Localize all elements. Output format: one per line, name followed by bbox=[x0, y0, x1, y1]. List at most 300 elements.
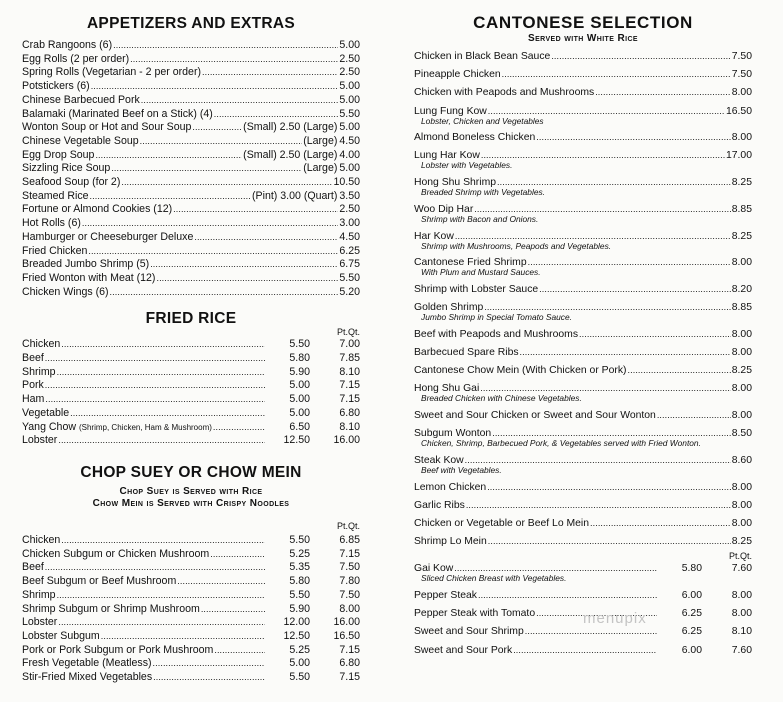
item-price: 5.50 bbox=[339, 107, 360, 120]
item-price: 6.25 bbox=[339, 244, 360, 257]
dot-leader bbox=[156, 272, 338, 286]
dot-leader bbox=[487, 481, 731, 494]
dot-leader bbox=[45, 352, 265, 366]
item-price-quart: 7.50 bbox=[339, 561, 360, 574]
menu-item bbox=[22, 575, 360, 589]
menu-item bbox=[414, 105, 752, 127]
item-price: 8.00 bbox=[731, 132, 752, 144]
item-name: Seafood Soup (for 2) bbox=[22, 176, 121, 189]
item-price: 7.50 bbox=[731, 69, 752, 81]
dot-leader bbox=[58, 616, 265, 630]
fried-rice-list bbox=[22, 338, 360, 448]
chop-suey-subtitle-1: Chop Suey is Served with Rice bbox=[119, 485, 263, 497]
dot-leader bbox=[657, 409, 731, 422]
item-name: Spring Rolls (Vegetarian - 2 per order) bbox=[22, 66, 202, 79]
item-price-quart: 7.60 bbox=[731, 563, 752, 575]
item-name: Egg Drop Soup bbox=[22, 148, 95, 161]
item-name: Chinese Barbecued Pork bbox=[22, 93, 140, 106]
item-price: 5.00 bbox=[339, 121, 360, 134]
item-name: Egg Rolls (2 per order) bbox=[22, 52, 130, 65]
item-description: Breaded Chicken with Chinese Vegetables. bbox=[421, 393, 582, 404]
item-price: 5.00 bbox=[339, 39, 360, 51]
dot-leader bbox=[82, 217, 339, 231]
menu-item-line bbox=[414, 499, 752, 512]
menu-item bbox=[22, 657, 360, 671]
item-price-pint: 12.50 bbox=[283, 629, 310, 642]
item-price-pint: 5.80 bbox=[289, 352, 310, 365]
item-name: Lung Har Kow bbox=[414, 150, 480, 162]
dot-leader bbox=[113, 39, 338, 53]
dot-leader bbox=[628, 364, 731, 377]
item-name: Pepper Steak with Tomato bbox=[414, 608, 536, 620]
dot-leader bbox=[466, 499, 731, 512]
item-name: Wonton Soup or Hot and Sour Soup bbox=[22, 121, 192, 134]
item-name: Pork bbox=[22, 379, 44, 392]
dot-leader bbox=[590, 517, 731, 530]
item-price-quart: 7.15 bbox=[339, 547, 360, 560]
cantonese-column-header bbox=[414, 551, 752, 562]
cantonese-subtitle: Served with White Rice bbox=[528, 33, 638, 44]
item-price-pint: 6.50 bbox=[289, 420, 310, 433]
menu-item bbox=[414, 149, 752, 171]
menu-item bbox=[22, 352, 360, 366]
item-price: 7.50 bbox=[731, 51, 752, 62]
item-name: Hamburger or Cheeseburger Deluxe bbox=[22, 230, 194, 243]
menu-item bbox=[22, 162, 360, 176]
menu-item bbox=[22, 203, 360, 217]
item-name: Almond Boneless Chicken bbox=[414, 132, 536, 144]
menu-item-line bbox=[22, 338, 360, 352]
item-price-pint: 6.25 bbox=[681, 608, 702, 620]
dot-leader bbox=[595, 86, 731, 99]
menu-item bbox=[22, 407, 360, 421]
item-price-pint: 5.80 bbox=[289, 575, 310, 588]
item-price-quart: 8.10 bbox=[731, 626, 752, 638]
item-price: 16.50 bbox=[725, 105, 752, 117]
item-price-pint: 5.00 bbox=[289, 657, 310, 670]
menu-item bbox=[414, 50, 752, 63]
dot-leader bbox=[45, 379, 265, 393]
item-price-quart: 7.15 bbox=[339, 643, 360, 656]
menu-item bbox=[414, 256, 752, 278]
item-name: Fried Wonton with Meat (12) bbox=[22, 271, 156, 284]
appetizers-list bbox=[22, 39, 360, 299]
item-name: Stir-Fried Mixed Vegetables bbox=[22, 671, 153, 684]
dot-leader bbox=[141, 94, 339, 108]
menu-item bbox=[22, 338, 360, 352]
item-price-pint: 5.35 bbox=[289, 561, 310, 574]
menu-item-line bbox=[22, 589, 360, 603]
qt-label: Qt. bbox=[347, 327, 360, 338]
menu-item-line bbox=[22, 352, 360, 366]
item-price: 17.00 bbox=[725, 150, 752, 162]
chop-suey-title: CHOP SUEY OR CHOW MEIN bbox=[80, 463, 302, 481]
menu-item bbox=[22, 39, 360, 53]
dot-leader bbox=[45, 561, 265, 575]
item-name: Chicken in Black Bean Sauce bbox=[414, 51, 551, 62]
menu-item bbox=[22, 671, 360, 685]
item-name: Lung Fung Kow bbox=[414, 105, 487, 117]
pt-label: Pt. bbox=[728, 551, 740, 562]
item-name: Beef with Peapods and Mushrooms bbox=[414, 328, 579, 340]
menu-item bbox=[414, 625, 752, 638]
menu-item bbox=[22, 66, 360, 80]
item-name: Lobster bbox=[22, 616, 58, 629]
dot-leader bbox=[121, 176, 332, 190]
fried-rice-title: FRIED RICE bbox=[145, 310, 237, 328]
dot-leader bbox=[45, 393, 265, 407]
item-name: Lobster Subgum bbox=[22, 629, 100, 642]
menu-item-line bbox=[22, 630, 360, 644]
dot-leader bbox=[192, 121, 242, 135]
item-price-pint: 12.00 bbox=[283, 616, 310, 629]
menu-item-line bbox=[414, 644, 752, 657]
item-price: 8.25 bbox=[731, 536, 752, 548]
item-price-pint: 12.50 bbox=[283, 434, 310, 447]
item-price: 4.50 bbox=[339, 134, 360, 147]
item-name: Sweet and Sour Pork bbox=[414, 644, 513, 656]
item-price: 5.20 bbox=[339, 285, 360, 298]
item-price-pint: 5.00 bbox=[289, 393, 310, 406]
item-name: Chicken Subgum or Chicken Mushroom bbox=[22, 547, 210, 560]
menu-item bbox=[22, 53, 360, 67]
menu-item bbox=[414, 589, 752, 602]
dot-leader bbox=[525, 625, 657, 638]
menu-item bbox=[22, 80, 360, 94]
menu-item bbox=[22, 121, 360, 135]
item-price: 8.25 bbox=[731, 177, 752, 189]
menu-item-line bbox=[414, 517, 752, 530]
menu-item bbox=[22, 286, 360, 300]
menu-item bbox=[22, 434, 360, 448]
item-name: Har Kow bbox=[414, 230, 454, 242]
item-size-note: (Pint) 3.00 (Quart) bbox=[252, 189, 338, 202]
item-price: 8.00 bbox=[731, 481, 752, 493]
item-price-pint: 5.00 bbox=[289, 406, 310, 419]
item-name: Sizzling Rice Soup bbox=[22, 162, 111, 175]
item-name: Fresh Vegetable (Meatless) bbox=[22, 657, 152, 670]
item-name: Shrimp bbox=[22, 588, 56, 601]
item-price-pint: 5.50 bbox=[289, 338, 310, 351]
item-price-pint: 6.00 bbox=[681, 590, 702, 601]
item-price-pint: 5.90 bbox=[289, 602, 310, 615]
item-name: Beef bbox=[22, 352, 44, 365]
menu-item-line bbox=[414, 364, 752, 377]
dot-leader bbox=[465, 454, 731, 467]
menu-item-line bbox=[22, 434, 360, 448]
item-price-pint: 6.25 bbox=[681, 626, 702, 638]
menu-item-line bbox=[22, 548, 360, 562]
menu-item bbox=[414, 86, 752, 99]
item-size-note: (Small) 2.50 (Large) bbox=[243, 121, 338, 134]
item-price-quart: 16.00 bbox=[333, 434, 360, 447]
item-name: Crab Rangoons (6) bbox=[22, 39, 113, 51]
item-name: Balamaki (Marinated Beef on a Stick) (4) bbox=[22, 107, 213, 120]
qt-label: Qt. bbox=[347, 520, 360, 531]
dot-leader bbox=[95, 149, 242, 163]
item-name: Gai Kow bbox=[414, 563, 454, 575]
item-price: 8.25 bbox=[731, 365, 752, 377]
menu-item-line bbox=[22, 379, 360, 393]
dot-leader bbox=[579, 328, 731, 341]
item-price-pint: 5.80 bbox=[681, 563, 702, 575]
menu-item bbox=[22, 616, 360, 630]
item-price-quart: 16.00 bbox=[333, 616, 360, 629]
item-price: 6.75 bbox=[339, 258, 360, 271]
menu-item bbox=[414, 328, 752, 341]
cantonese-title: CANTONESE SELECTION bbox=[473, 13, 693, 32]
item-price-quart: 7.15 bbox=[339, 671, 360, 684]
menu-item bbox=[414, 301, 752, 323]
menu-item-line bbox=[22, 407, 360, 421]
menu-item-line bbox=[22, 393, 360, 407]
menu-item-line bbox=[22, 575, 360, 589]
item-name: Yang Chow bbox=[22, 420, 76, 433]
item-name: Ham bbox=[22, 393, 45, 406]
menu-item bbox=[414, 203, 752, 225]
item-description: Shrimp with Bacon and Onions. bbox=[421, 213, 539, 224]
item-price: 8.85 bbox=[731, 302, 752, 314]
item-price-pint: 5.25 bbox=[289, 547, 310, 560]
menu-item bbox=[22, 176, 360, 190]
dot-leader bbox=[202, 66, 338, 80]
item-price: 3.50 bbox=[339, 189, 360, 202]
item-description: Sliced Chicken Breast with Vegetables. bbox=[421, 573, 567, 584]
item-name: Hong Shu Shrimp bbox=[414, 177, 497, 189]
item-name: Shrimp Lo Mein bbox=[414, 536, 487, 548]
menu-item bbox=[22, 393, 360, 407]
item-size-note: (Large) bbox=[303, 162, 338, 175]
item-note: (Shrimp, Chicken, Ham & Mushroom) bbox=[78, 422, 212, 432]
pt-label: Pt. bbox=[336, 327, 348, 338]
menu-item bbox=[22, 190, 360, 204]
item-price: 8.00 bbox=[731, 87, 752, 99]
menu-item-line bbox=[22, 421, 360, 435]
menu-item bbox=[414, 283, 752, 296]
menu-item bbox=[414, 230, 752, 252]
item-price-pint: 5.50 bbox=[289, 588, 310, 601]
item-price-pint: 5.25 bbox=[289, 643, 310, 656]
item-description: With Plum and Mustard Sauces. bbox=[421, 267, 541, 278]
item-name: Garlic Ribs bbox=[414, 499, 465, 511]
item-description: Chicken, Shrimp, Barbecued Pork, & Vegetables served with Fried Wonton. bbox=[421, 438, 701, 449]
menu-item bbox=[22, 366, 360, 380]
item-name: Fried Chicken bbox=[22, 244, 88, 257]
dot-leader bbox=[201, 603, 265, 617]
menu-item bbox=[22, 135, 360, 149]
menu-item bbox=[22, 245, 360, 259]
item-description: Lobster with Vegetables. bbox=[421, 160, 513, 171]
dot-leader bbox=[194, 231, 338, 245]
item-name: Hot Rolls (6) bbox=[22, 217, 81, 230]
menu-item bbox=[414, 131, 752, 144]
dot-leader bbox=[153, 657, 265, 671]
menu-item bbox=[414, 176, 752, 198]
item-name: Shrimp Subgum or Shrimp Mushroom bbox=[22, 602, 200, 615]
item-name: Beef bbox=[22, 561, 44, 574]
dot-leader bbox=[57, 589, 265, 603]
menu-item-line bbox=[414, 86, 752, 99]
item-price-quart: 7.60 bbox=[731, 644, 752, 656]
item-description: Jumbo Shrimp in Special Tomato Sauce. bbox=[421, 312, 572, 323]
item-price-pint: 5.90 bbox=[289, 365, 310, 378]
item-name: Pineapple Chicken bbox=[414, 69, 501, 81]
dot-leader bbox=[528, 256, 731, 269]
menu-item bbox=[414, 454, 752, 476]
item-size-note: (Large) bbox=[303, 134, 338, 147]
item-size-note: (Small) 2.50 (Large) bbox=[243, 148, 338, 161]
item-name: Hong Shu Gai bbox=[414, 383, 480, 395]
cantonese-list bbox=[414, 50, 752, 548]
menu-item bbox=[22, 561, 360, 575]
menu-item-line bbox=[22, 603, 360, 617]
item-price: 5.00 bbox=[339, 93, 360, 106]
menu-item bbox=[22, 258, 360, 272]
item-price: 8.00 bbox=[731, 517, 752, 529]
item-price-quart: 7.85 bbox=[339, 352, 360, 365]
item-price: 2.50 bbox=[339, 66, 360, 79]
item-price: 8.25 bbox=[731, 230, 752, 242]
menu-item bbox=[22, 272, 360, 286]
item-price: 2.50 bbox=[339, 52, 360, 65]
dot-leader bbox=[101, 630, 265, 644]
menu-item bbox=[22, 421, 360, 435]
item-name: Pork or Pork Subgum or Pork Mushroom bbox=[22, 643, 214, 656]
dot-leader bbox=[110, 286, 339, 300]
menu-item bbox=[414, 409, 752, 422]
menu-item bbox=[22, 149, 360, 163]
menu-item-line bbox=[414, 625, 752, 638]
item-name: Golden Shrimp bbox=[414, 302, 484, 314]
dot-leader bbox=[214, 108, 339, 122]
chop-suey-list bbox=[22, 534, 360, 685]
item-name: Cantonese Chow Mein (With Chicken or Pork) bbox=[414, 365, 627, 377]
right-column bbox=[414, 12, 752, 662]
item-name: Vegetable bbox=[22, 406, 70, 419]
dot-leader bbox=[502, 68, 731, 81]
appetizers-title: APPETIZERS AND EXTRAS bbox=[86, 15, 296, 32]
item-price: 8.00 bbox=[731, 328, 752, 340]
menu-item bbox=[22, 217, 360, 231]
dot-leader bbox=[177, 575, 265, 589]
menu-item bbox=[22, 630, 360, 644]
dot-leader bbox=[111, 162, 302, 176]
item-price: 2.50 bbox=[339, 203, 360, 216]
item-price-quart: 7.00 bbox=[339, 338, 360, 351]
menu-item bbox=[22, 603, 360, 617]
item-price: 8.00 bbox=[731, 257, 752, 269]
dot-leader bbox=[214, 644, 265, 658]
menu-item bbox=[22, 94, 360, 108]
item-price: 8.00 bbox=[731, 346, 752, 358]
menu-item bbox=[22, 379, 360, 393]
item-price: 8.85 bbox=[731, 203, 752, 215]
menu-item-line bbox=[414, 283, 752, 296]
dot-leader bbox=[513, 644, 657, 657]
dot-leader bbox=[153, 671, 265, 685]
menu-item-line bbox=[414, 589, 752, 602]
item-price-quart: 6.80 bbox=[339, 657, 360, 670]
qt-label: Qt. bbox=[739, 551, 752, 562]
item-price: 4.50 bbox=[339, 230, 360, 243]
item-price: 8.60 bbox=[731, 454, 752, 466]
dot-leader bbox=[481, 149, 725, 162]
item-price: 8.00 bbox=[731, 383, 752, 395]
dot-leader bbox=[57, 366, 265, 380]
item-price-quart: 6.80 bbox=[339, 406, 360, 419]
menu-item bbox=[414, 499, 752, 512]
menu-item-line bbox=[414, 328, 752, 341]
menu-item bbox=[414, 364, 752, 377]
item-name: Chicken bbox=[22, 533, 61, 546]
item-name: Potstickers (6) bbox=[22, 80, 90, 93]
item-name: Breaded Jumbo Shrimp (5) bbox=[22, 258, 150, 271]
item-name: Chicken or Vegetable or Beef Lo Mein bbox=[414, 517, 590, 529]
menu-item-line bbox=[414, 131, 752, 144]
item-name: Sweet and Sour Chicken or Sweet and Sour Wonton bbox=[414, 410, 656, 421]
item-price-pint: 6.00 bbox=[681, 644, 702, 656]
dot-leader bbox=[488, 535, 731, 548]
menu-item-line bbox=[22, 644, 360, 658]
left-column bbox=[22, 14, 360, 685]
item-name: Fortune or Almond Cookies (12) bbox=[22, 203, 173, 216]
pt-label: Pt. bbox=[336, 520, 348, 531]
item-price: 4.00 bbox=[339, 148, 360, 161]
menu-item-line bbox=[22, 534, 360, 548]
item-price: 8.00 bbox=[731, 499, 752, 511]
dot-leader bbox=[70, 407, 265, 421]
dot-leader bbox=[91, 80, 339, 94]
menu-item bbox=[414, 427, 752, 449]
dot-leader bbox=[150, 258, 338, 272]
dot-leader bbox=[88, 245, 338, 259]
item-price: 5.00 bbox=[339, 162, 360, 175]
item-name: Shrimp bbox=[22, 365, 56, 378]
item-name: Pepper Steak bbox=[414, 590, 477, 601]
item-description: Shrimp with Mushrooms, Peapods and Vegetables. bbox=[421, 240, 612, 251]
menu-item bbox=[414, 535, 752, 548]
dot-leader bbox=[130, 53, 338, 67]
item-price-quart: 7.15 bbox=[339, 393, 360, 406]
item-price-quart: 6.85 bbox=[339, 533, 360, 546]
item-name: Chicken Wings (6) bbox=[22, 285, 109, 298]
menu-item bbox=[414, 562, 752, 584]
menu-item-line bbox=[414, 535, 752, 548]
item-description: Breaded Shrimp with Vegetables. bbox=[421, 187, 545, 198]
dot-leader bbox=[551, 50, 730, 63]
item-price-quart: 8.10 bbox=[339, 420, 360, 433]
menu-item-line bbox=[414, 409, 752, 422]
item-price: 8.00 bbox=[731, 410, 752, 421]
menu-item-line bbox=[414, 50, 752, 63]
watermark: menupix bbox=[583, 610, 647, 627]
item-name: Chicken bbox=[22, 338, 61, 351]
item-price: 5.50 bbox=[339, 271, 360, 284]
item-name: Steak Kow bbox=[414, 454, 464, 466]
item-name: Sweet and Sour Shrimp bbox=[414, 626, 524, 638]
menu-item bbox=[414, 481, 752, 494]
menu-item-line bbox=[22, 561, 360, 575]
item-name: Shrimp with Lobster Sauce bbox=[414, 283, 539, 295]
item-price-quart: 16.50 bbox=[333, 629, 360, 642]
item-price: 8.50 bbox=[731, 428, 752, 440]
item-price: 8.20 bbox=[731, 283, 752, 295]
menu-item-line bbox=[414, 346, 752, 359]
dot-leader bbox=[58, 434, 265, 448]
item-price: 5.00 bbox=[339, 80, 360, 93]
menu-item-line bbox=[22, 657, 360, 671]
menu-item-line bbox=[414, 68, 752, 81]
